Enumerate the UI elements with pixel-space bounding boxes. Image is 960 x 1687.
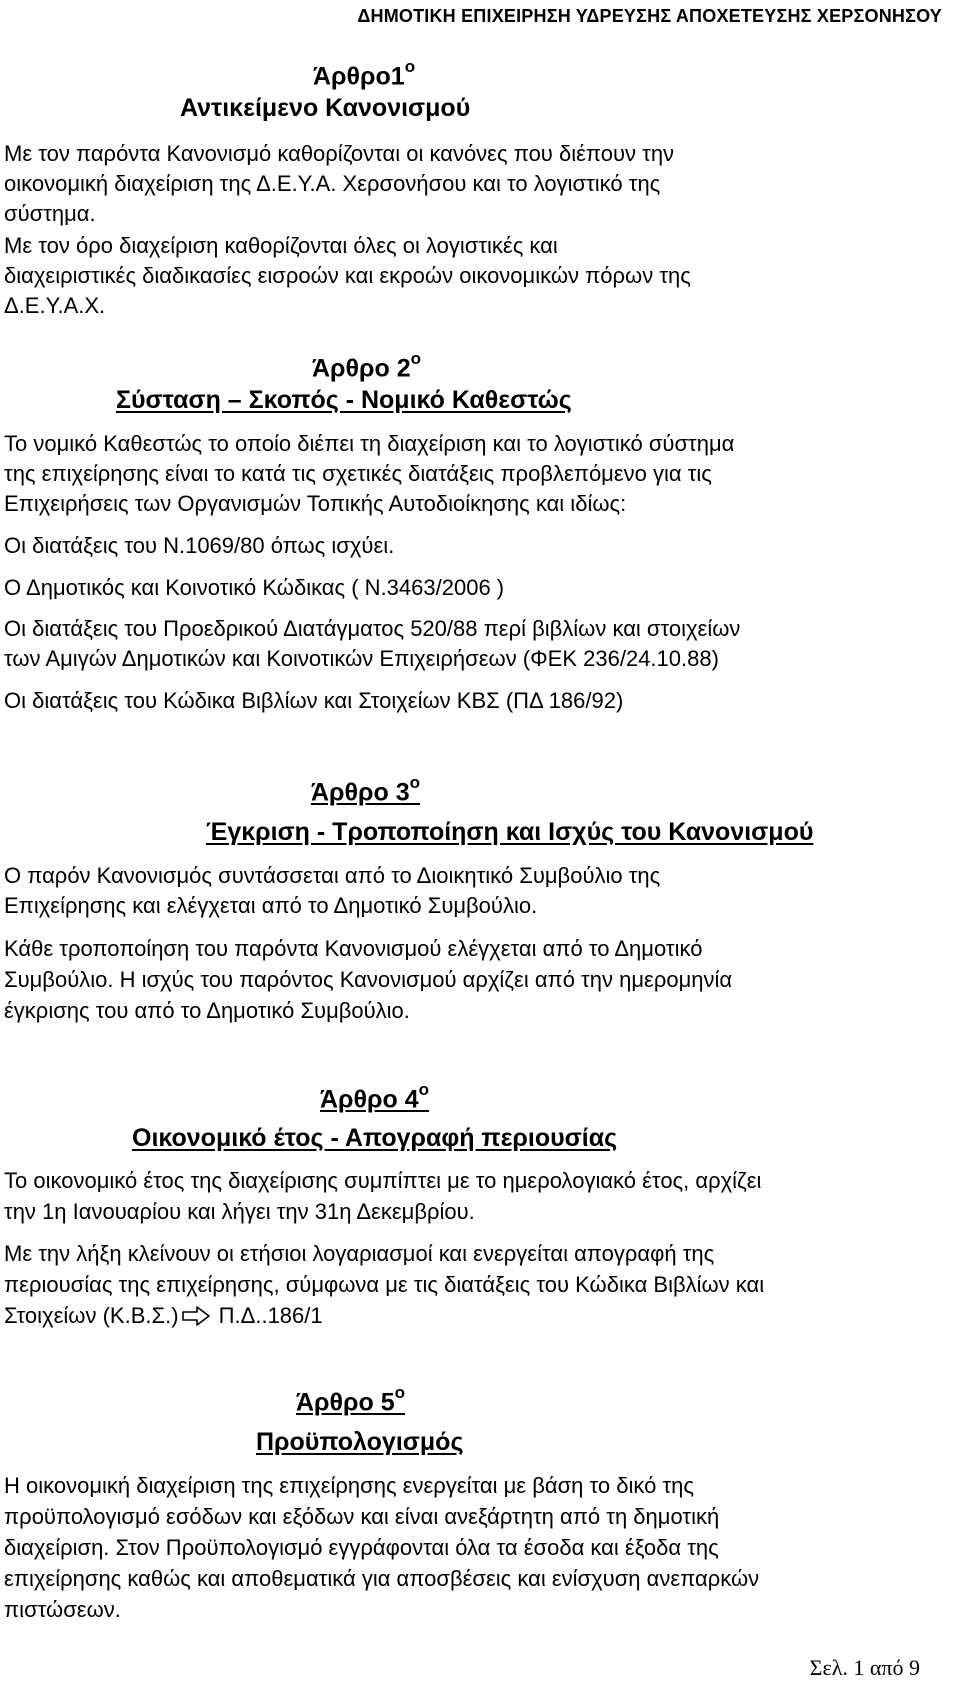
article-1-number: $Ά\rho\theta\rho o1^o$ xyxy=(313,57,416,91)
article-1-line: σύστημα. xyxy=(4,201,96,226)
article-1-line: Με τον παρόντα Κανονισμό καθορίζονται οι κανόνες που διέπουν την xyxy=(4,141,675,166)
document-header xyxy=(357,6,942,27)
article-2-number: Άρθρο $2^o$ xyxy=(312,349,422,383)
article-2-line: Οι διατάξεις του Ν.1069/80 όπως ισχύει. xyxy=(4,533,395,558)
article-3-line: Κάθε τροποποίηση του παρόντα Κανονισμού ελέγχεται από το Δημοτικό xyxy=(4,936,703,961)
article-4-last-line: Στοιχείων (Κ.Β.Σ.) Π.Δ..186/1 xyxy=(4,1303,323,1328)
header-text: ΔΗΜΟΤΙΚΗ ΕΠΙΧΕΙΡΗΣΗ ΥΔΡΕΥΣΗΣ ΑΠΟΧΕΤΕΥΣΗΣ ΧΕΡΣΟΝΗΣΟΥ xyxy=(357,6,942,26)
article-3-title: Έγκριση - Τροποποίηση και Ισχύς του Κανονισμού xyxy=(206,818,814,846)
article-4-line: την 1η Ιανουαρίου και λήγει την 31η Δεκεμβρίου. xyxy=(4,1199,475,1224)
article-5-title: Προϋπολογισμός xyxy=(256,1428,464,1456)
article-1-title: Αντικείμενο Κανονισμού xyxy=(180,94,471,122)
article-2-line: της επιχείρησης είναι το κατά τις σχετικές διατάξεις προβλεπόμενο για τις xyxy=(4,461,712,486)
arrow-right-icon xyxy=(181,1306,211,1326)
article-5-line: πιστώσεων. xyxy=(4,1597,121,1622)
article-3-line: έγκρισης του από το Δημοτικό Συμβούλιο. xyxy=(4,998,410,1023)
article-5-line: Η οικονομική διαχείριση της επιχείρησης ενεργείται με βάση το δικό της xyxy=(4,1473,694,1498)
article-2-line: Ο Δημοτικός και Κοινοτικό Κώδικας ( Ν.3463/2006 ) xyxy=(4,575,505,600)
article-1-line: Δ.Ε.Υ.Α.Χ. xyxy=(4,293,106,318)
article-4-line: περιουσίας της επιχείρησης, σύμφωνα με τις διατάξεις του Κώδικα Βιβλίων και xyxy=(4,1272,765,1297)
article-2-line: Οι διατάξεις του Προεδρικού Διατάγματος 520/88 περί βιβλίων και στοιχείων xyxy=(4,616,741,641)
article-2-line: των Αμιγών Δημοτικών και Κοινοτικών Επιχειρήσεων (ΦΕΚ 236/24.10.88) xyxy=(4,646,719,671)
article-4-line: Με την λήξη κλείνουν οι ετήσιοι λογαριασμοί και ενεργείται απογραφή της xyxy=(4,1241,715,1266)
page-number: Σελ. 1 από 9 xyxy=(809,1655,920,1680)
article-3-line: Επιχείρησης και ελέγχεται από το Δημοτικό Συμβούλιο. xyxy=(4,893,538,918)
article-4-number: Άρθρο $4^o$ xyxy=(320,1080,430,1114)
article-4-title: Οικονομικό έτος - Απογραφή περιουσίας xyxy=(132,1124,618,1152)
article-5-line: προϋπολογισμό εσόδων και εξόδων και είναι ανεξάρτητη από τη δημοτική xyxy=(4,1504,720,1529)
article-2-title: Σύσταση – Σκοπός - Νομικό Καθεστώς xyxy=(116,386,572,414)
article-3-line: Συμβούλιο. Η ισχύς του παρόντος Κανονισμού αρχίζει από την ημερομηνία xyxy=(4,967,733,992)
article-5-line: διαχείριση. Στον Προϋπολογισμό εγγράφονται όλα τα έσοδα και έξοδα της xyxy=(4,1535,719,1560)
article-1-line: διαχειριστικές διαδικασίες εισροών και εκροών οικονομικών πόρων της xyxy=(4,263,691,288)
article-1-line: οικονομική διαχείριση της Δ.Ε.Υ.Α. Χερσονήσου και το λογιστικό της xyxy=(4,171,661,196)
article-2-line: Επιχειρήσεις των Οργανισμών Τοπικής Αυτοδιοίκησης και ιδίως: xyxy=(4,491,627,516)
article-1-line: Με τον όρο διαχείριση καθορίζονται όλες οι λογιστικές και xyxy=(4,233,558,258)
article-3-line: Ο παρόν Κανονισμός συντάσσεται από το Διοικητικό Συμβούλιο της xyxy=(4,863,661,888)
article-2-line: Το νομικό Καθεστώς το οποίο διέπει τη διαχείριση και το λογιστικό σύστημα xyxy=(4,431,735,456)
article-5-line: επιχείρησης καθώς και αποθεματικά για αποσβέσεις και ενίσχυση ανεπαρκών xyxy=(4,1566,760,1591)
article-2-line: Οι διατάξεις του Κώδικα Βιβλίων και Στοιχείων ΚΒΣ (ΠΔ 186/92) xyxy=(4,688,624,713)
article-5-number: Άρθρο $5^o$ xyxy=(296,1383,406,1417)
article-3-number: Άρθρο $3^o$ xyxy=(311,773,421,807)
article-4-line: Το οικονομικό έτος της διαχείρισης συμπίπτει με το ημερολογιακό έτος, αρχίζει xyxy=(4,1168,762,1193)
